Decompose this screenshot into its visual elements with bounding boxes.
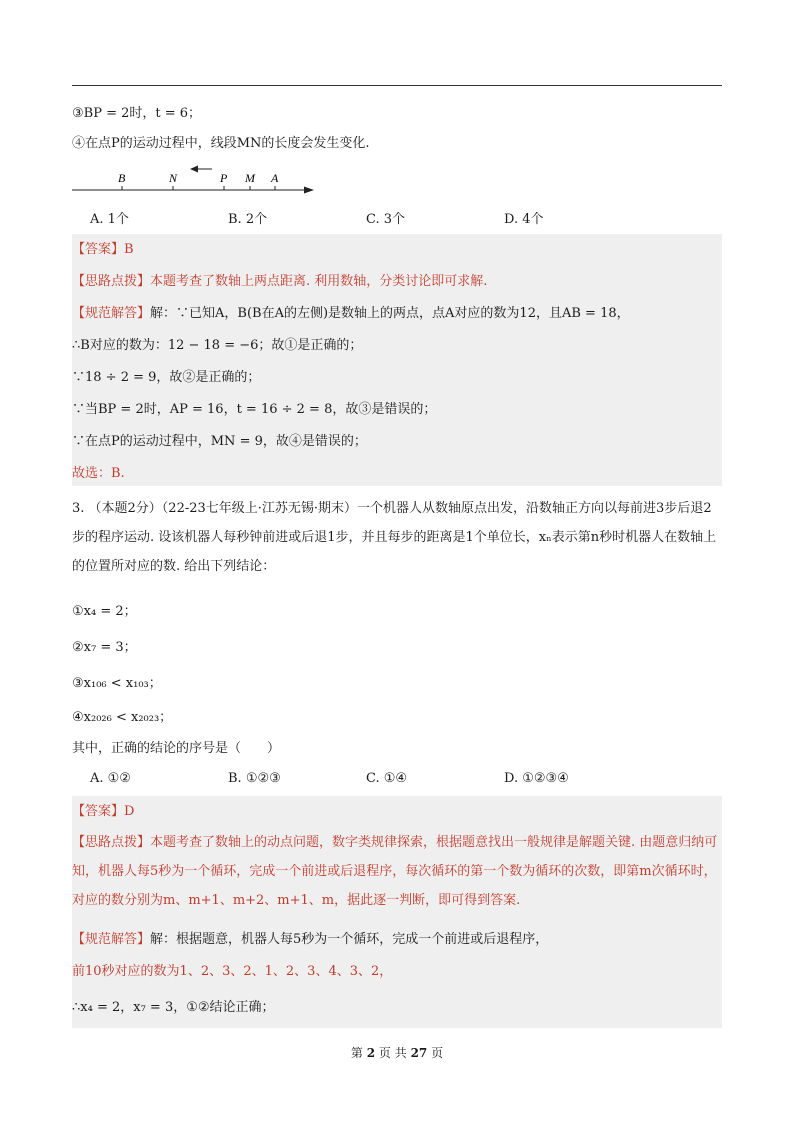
q3-solution-line-1: 【规范解答】解：根据题意，机器人每5秒为一个循环，完成一个前进或后退程序， [72, 932, 549, 947]
number-line-figure [72, 162, 332, 198]
q2-option-d[interactable]: D. 4个 [504, 212, 544, 227]
q3-option-c[interactable]: C. ①④ [366, 771, 408, 786]
q2-statement-4: ④在点P的运动过程中，线段MN的长度会发生变化. [72, 136, 370, 151]
q3-option-d[interactable]: D. ①②③④ [504, 771, 569, 786]
point-label-p: P [220, 171, 228, 185]
q3-solution-line-3: ∴x₄ = 2，x₇ = 3，①②结论正确； [72, 1000, 275, 1015]
q3-conclusion-2: ②x₇ = 3； [72, 640, 137, 655]
point-label-n: N [169, 171, 178, 185]
q2-solution-line-1: 【规范解答】解：∵已知A，B(B在A的左侧)是数轴上的两点，点A对应的数为12，且AB = 18， [72, 306, 630, 321]
point-label-a: A [271, 171, 279, 185]
q3-hint: 【思路点拨】本题考查了数轴上的动点问题，数字类规律探索，根据题意找出一般规律是解题关键. 由题意归纳可知，机器人每5秒为一个循环，完成一个前进或后退程序，每次循环的第一个数为循环的次数，即第m次循环时，对应的数分别为m、m+1、m+2、m+1、m，据此逐一判断，即可得到答案. [72, 835, 718, 908]
q3-conclusion-4: ④x₂₀₂₆ < x₂₀₂₃； [72, 710, 173, 725]
q2-option-c[interactable]: C. 3个 [366, 212, 406, 227]
q3-option-b[interactable]: B. ①②③ [228, 771, 281, 786]
q2-solution-line-3: ∵18 ÷ 2 = 9，故②是正确的； [72, 370, 261, 385]
q3-question: 其中，正确的结论的序号是（ ） [72, 741, 281, 756]
total-pages: 27 [410, 1046, 428, 1060]
q2-answer: 【答案】B [72, 242, 134, 257]
header-rule [72, 85, 722, 86]
point-label-m: M [245, 171, 255, 185]
q2-option-a[interactable]: A. 1个 [90, 212, 129, 227]
q2-options [90, 208, 710, 228]
current-page: 2 [366, 1046, 376, 1060]
q2-hint: 【思路点拨】本题考查了数轴上两点距离. 利用数轴，分类讨论即可求解. [72, 274, 488, 289]
q2-solution-line-4: ∵当BP = 2时，AP = 16，t = 16 ÷ 2 = 8，故③是错误的； [72, 402, 437, 417]
q2-statement-3: ③BP = 2时，t = 6； [72, 106, 202, 121]
q3-conclusion-3: ③x₁₀₆ < x₁₀₃； [72, 676, 162, 691]
q3-stem: 3. （本题2分）（22-23七年级上·江苏无锡·期末）一个机器人从数轴原点出发，沿数轴正方向以每前进3步后退2步的程序运动. 设该机器人每秒钟前进或后退1步，并且每步的距离是1个单位长，xₙ表示第n秒时机器人在数轴上的位置所对应的数. 给出下列结论： [72, 501, 717, 574]
q2-solution-line-5: ∵在点P的运动过程中，MN = 9，故④是错误的； [72, 434, 367, 449]
q3-option-a[interactable]: A. ①② [90, 771, 131, 786]
q3-answer: 【答案】D [72, 804, 135, 819]
q2-solution-line-2: ∴B对应的数为：12 − 18 = −6；故①是正确的； [72, 338, 363, 353]
q3-options [90, 771, 710, 791]
q2-option-b[interactable]: B. 2个 [228, 212, 268, 227]
q2-solution-line-6: 故选：B. [72, 466, 125, 481]
q3-solution-line-2: 前10秒对应的数为1、2、3、2、1、2、3、4、3、2， [72, 964, 393, 979]
q3-conclusion-1: ①x₄ = 2； [72, 604, 137, 619]
page-footer: 第 2 页 共 27 页 [350, 1046, 444, 1060]
point-label-b: B [118, 171, 126, 185]
